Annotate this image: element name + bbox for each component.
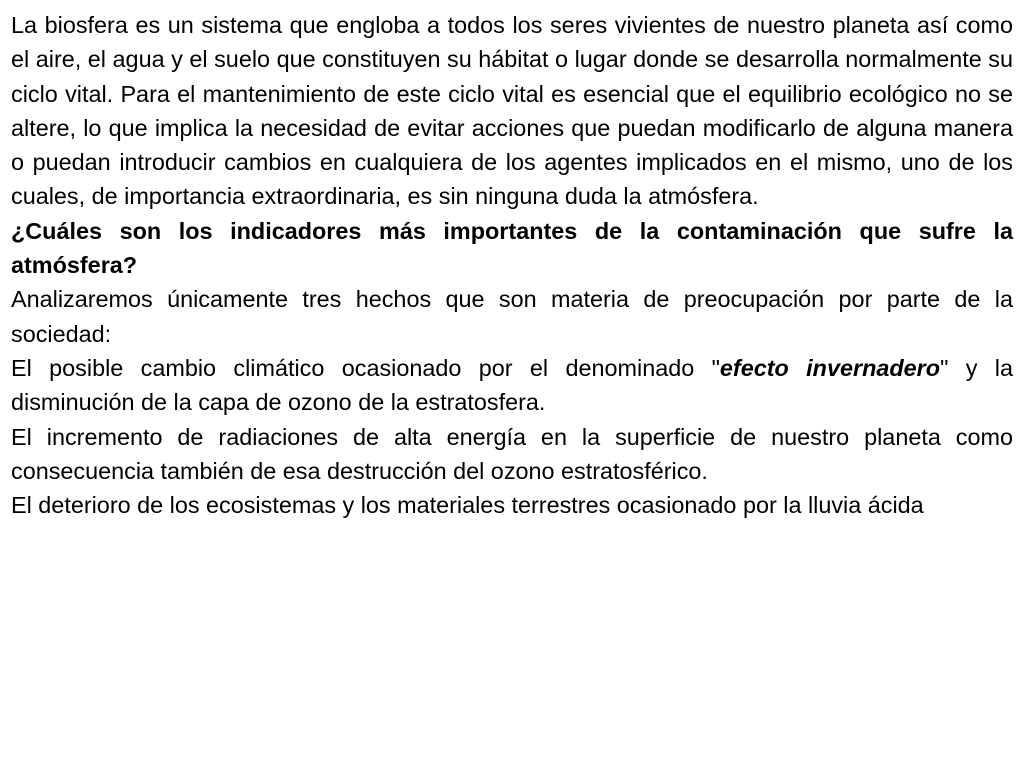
fact-1-paragraph (11, 351, 1013, 420)
fact-1-text-before: El posible cambio climático ocasionado por el denominado " (11, 354, 720, 381)
fact-2-paragraph: El incremento de radiaciones de alta energía en la superficie de nuestro planeta como consecuencia también de esa destrucción del ozono estratosférico. (11, 423, 1013, 484)
fact-1-emphasis: efecto invernadero (719, 354, 941, 381)
question-heading: ¿Cuáles son los indicadores más importantes de la contaminación que sufre la atmósfera? (11, 217, 1013, 279)
fact-1-text-after: " y la disminución de la capa de ozono de la estratosfera. (11, 354, 1014, 416)
intro-paragraph: La biosfera es un sistema que engloba a todos los seres vivientes de nuestro planeta así como el aire, el agua y el suelo que constituyen su hábitat o lugar donde se desarrolla normalmente su ciclo vital. Para el mantenimiento de este ciclo vital es esencial que el equilibrio ecológico no se altere, lo que implica la necesidad de evitar acciones que puedan modificarlo de alguna manera o puedan introducir cambios en cualquiera de los agentes implicados en el mismo, uno de los cuales, de importancia extraordinaria, es sin ninguna duda la atmósfera. (11, 12, 1013, 210)
fact-3-paragraph: El deterioro de los ecosistemas y los materiales terrestres ocasionado por la lluvia ácida (11, 492, 924, 519)
document-body (11, 8, 1013, 522)
analysis-intro-paragraph: Analizaremos únicamente tres hechos que son materia de preocupación por parte de la sociedad: (11, 286, 1013, 347)
